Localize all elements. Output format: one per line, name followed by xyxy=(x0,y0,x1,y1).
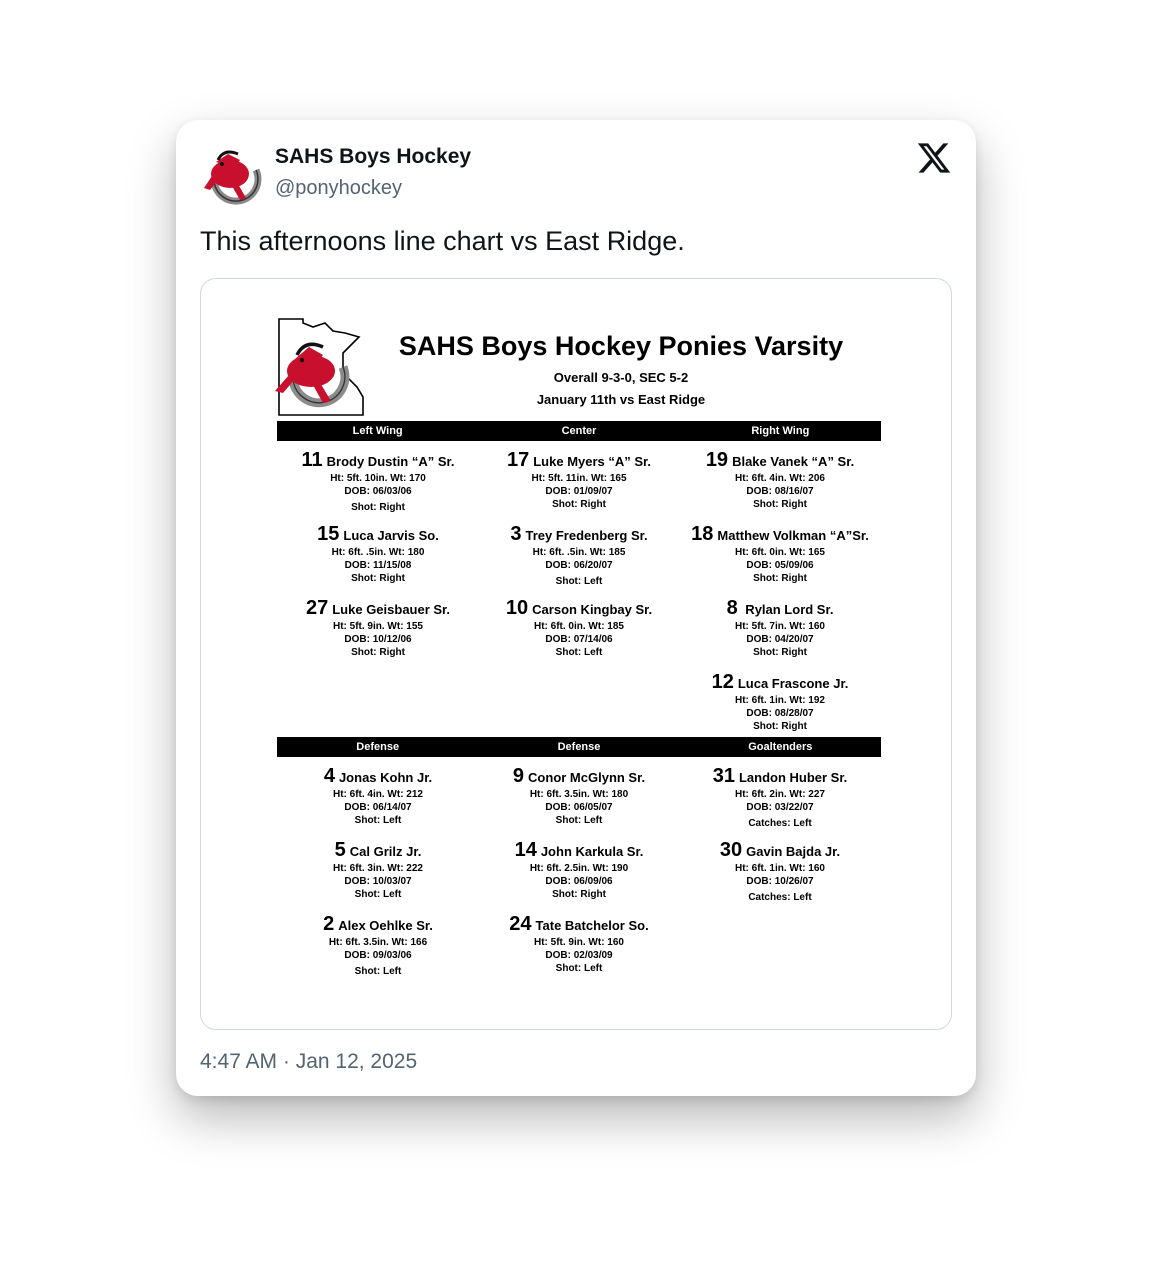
team-record: Overall 9-3-0, SEC 5-2 xyxy=(553,370,689,385)
player-catches: Catches: Left xyxy=(748,818,812,829)
player-card xyxy=(474,523,684,588)
player-height-weight: Ht: 6ft. .5in. Wt: 180 xyxy=(331,547,425,558)
pony-logo-icon xyxy=(200,140,268,208)
x-logo-icon[interactable] xyxy=(916,140,952,176)
roster-title: SAHS Boys Hockey Ponies Varsity xyxy=(398,331,844,361)
player-card xyxy=(273,913,483,978)
player-height-weight: Ht: 6ft. 3in. Wt: 222 xyxy=(332,863,423,874)
player-number: 27 xyxy=(305,597,329,619)
display-name[interactable]: SAHS Boys Hockey xyxy=(275,145,472,168)
player-shot: Shot: Right xyxy=(753,647,807,658)
player-height-weight: Ht: 5ft. 9in. Wt: 160 xyxy=(533,937,624,948)
player-dob: DOB: 06/14/07 xyxy=(344,802,412,813)
player-name: Trey Fredenberg Sr. xyxy=(525,528,648,543)
player-shot: Shot: Right xyxy=(351,502,405,513)
tweet-media[interactable] xyxy=(200,278,952,1030)
player-dob: DOB: 09/03/06 xyxy=(344,950,412,961)
player-name: Luca Jarvis So. xyxy=(343,528,439,543)
player-number: 5 xyxy=(334,839,346,861)
tweet-timestamp[interactable]: 4:47 AM · Jan 12, 2025 xyxy=(200,1050,418,1073)
player-number: 12 xyxy=(711,671,734,693)
player-card xyxy=(675,449,885,511)
player-dob: DOB: 08/28/07 xyxy=(746,708,814,719)
player-card xyxy=(273,523,483,585)
player-name: Matthew Volkman “A”Sr. xyxy=(717,528,869,543)
player-height-weight: Ht: 5ft. 9in. Wt: 155 xyxy=(332,621,423,632)
player-shot: Shot: Left xyxy=(354,815,402,826)
player-number: 3 xyxy=(510,523,522,545)
player-height-weight: Ht: 6ft. 0in. Wt: 165 xyxy=(734,547,825,558)
user-handle[interactable]: @ponyhockey xyxy=(275,177,403,199)
player-card xyxy=(474,765,684,827)
player-card xyxy=(474,839,684,901)
player-card xyxy=(273,449,483,514)
player-number: 10 xyxy=(505,597,529,619)
player-name: Gavin Bajda Jr. xyxy=(746,844,841,859)
player-name: Landon Huber Sr. xyxy=(738,770,848,785)
player-shot: Shot: Right xyxy=(753,499,807,510)
player-name: Rylan Lord Sr. xyxy=(741,602,834,617)
player-dob: DOB: 04/20/07 xyxy=(746,634,814,645)
player-height-weight: Ht: 6ft. 2in. Wt: 227 xyxy=(734,789,825,800)
header-center: Center xyxy=(561,425,597,437)
tweet-card xyxy=(176,120,976,1096)
player-dob: DOB: 10/12/06 xyxy=(344,634,412,645)
player-dob: DOB: 02/03/09 xyxy=(545,950,613,961)
player-name: Luke Myers “A” Sr. xyxy=(533,454,652,469)
player-number: 9 xyxy=(512,765,525,787)
player-number: 24 xyxy=(509,913,532,935)
player-shot: Shot: Right xyxy=(351,573,405,584)
player-card xyxy=(675,671,885,733)
header-goaltenders: Goaltenders xyxy=(748,741,813,753)
roster-image xyxy=(201,279,951,1029)
player-dob: DOB: 10/03/07 xyxy=(344,876,412,887)
player-name: Alex Oehlke Sr. xyxy=(338,918,433,933)
player-height-weight: Ht: 5ft. 7in. Wt: 160 xyxy=(734,621,825,632)
player-height-weight: Ht: 6ft. 3.5in. Wt: 166 xyxy=(328,937,428,948)
player-number: 11 xyxy=(301,449,323,471)
player-height-weight: Ht: 5ft. 11in. Wt: 165 xyxy=(531,473,627,484)
player-number: 19 xyxy=(705,449,729,471)
header-defense: Defense xyxy=(356,741,400,753)
player-dob: DOB: 10/26/07 xyxy=(746,876,814,887)
player-number: 18 xyxy=(691,523,714,545)
player-dob: DOB: 06/03/06 xyxy=(344,486,412,497)
player-number: 4 xyxy=(323,765,335,787)
player-shot: Shot: Left xyxy=(555,963,603,974)
player-shot: Shot: Right xyxy=(552,889,606,900)
game-info: January 11th vs East Ridge xyxy=(536,392,706,407)
player-card xyxy=(675,839,885,904)
player-dob: DOB: 11/15/08 xyxy=(344,560,412,571)
player-height-weight: Ht: 6ft. 1in. Wt: 192 xyxy=(734,695,825,706)
player-card xyxy=(273,765,483,827)
player-shot: Shot: Right xyxy=(552,499,606,510)
player-height-weight: Ht: 6ft. 1in. Wt: 160 xyxy=(734,863,825,874)
player-card xyxy=(273,597,483,659)
player-dob: DOB: 03/22/07 xyxy=(746,802,814,813)
player-name: Brody Dustin “A” Sr. xyxy=(326,454,455,469)
header-left-wing: Left Wing xyxy=(352,425,403,437)
player-height-weight: Ht: 6ft. 4in. Wt: 212 xyxy=(332,789,423,800)
player-shot: Shot: Right xyxy=(753,573,807,584)
player-height-weight: Ht: 6ft. 0in. Wt: 185 xyxy=(533,621,624,632)
player-number: 15 xyxy=(317,523,340,545)
player-name: Jonas Kohn Jr. xyxy=(338,770,433,785)
player-card xyxy=(675,597,885,659)
player-dob: DOB: 01/09/07 xyxy=(545,486,613,497)
avatar[interactable] xyxy=(200,140,268,208)
player-name: Tate Batchelor So. xyxy=(535,918,649,933)
minnesota-pony-logo-icon xyxy=(273,317,368,417)
player-dob: DOB: 07/14/06 xyxy=(545,634,613,645)
player-card xyxy=(474,449,684,511)
player-shot: Shot: Left xyxy=(555,647,603,658)
position-header-top xyxy=(277,421,881,441)
player-shot: Shot: Left xyxy=(555,815,603,826)
player-shot: Shot: Left xyxy=(354,889,402,900)
player-shot: Shot: Right xyxy=(753,721,807,732)
player-height-weight: Ht: 6ft. 2.5in. Wt: 190 xyxy=(529,863,629,874)
tweet-text: This afternoons line chart vs East Ridge. xyxy=(200,226,685,256)
player-shot: Shot: Right xyxy=(351,647,405,658)
player-catches: Catches: Left xyxy=(748,892,812,903)
player-card xyxy=(474,597,684,659)
player-dob: DOB: 06/05/07 xyxy=(545,802,613,813)
player-dob: DOB: 08/16/07 xyxy=(746,486,814,497)
player-card xyxy=(474,913,684,975)
player-dob: DOB: 06/09/06 xyxy=(545,876,613,887)
player-height-weight: Ht: 6ft. .5in. Wt: 185 xyxy=(532,547,626,558)
player-number: 14 xyxy=(514,839,537,861)
player-card xyxy=(675,523,885,585)
player-name: Luke Geisbauer Sr. xyxy=(332,602,451,617)
position-header-bottom xyxy=(277,737,881,757)
player-name: Conor McGlynn Sr. xyxy=(528,770,646,785)
player-number: 2 xyxy=(323,913,335,935)
player-card xyxy=(675,765,885,830)
player-shot: Shot: Left xyxy=(555,576,603,587)
player-name: Cal Grilz Jr. xyxy=(349,844,422,859)
player-number: 31 xyxy=(712,765,735,787)
header-right-wing: Right Wing xyxy=(751,425,810,437)
player-number: 17 xyxy=(506,449,530,471)
player-height-weight: Ht: 5ft. 10in. Wt: 170 xyxy=(330,473,426,484)
player-dob: DOB: 06/20/07 xyxy=(545,560,613,571)
header-defense: Defense xyxy=(557,741,601,753)
player-height-weight: Ht: 6ft. 4in. Wt: 206 xyxy=(734,473,825,484)
player-name: Luca Frascone Jr. xyxy=(737,676,849,691)
player-dob: DOB: 05/09/06 xyxy=(746,560,814,571)
player-name: Carson Kingbay Sr. xyxy=(532,602,653,617)
player-card xyxy=(273,839,483,901)
player-name: Blake Vanek “A” Sr. xyxy=(732,454,855,469)
player-number: 8 xyxy=(726,597,738,619)
player-shot: Shot: Left xyxy=(354,966,402,977)
player-number: 30 xyxy=(719,839,743,861)
player-name: John Karkula Sr. xyxy=(540,844,644,859)
player-height-weight: Ht: 6ft. 3.5in. Wt: 180 xyxy=(529,789,629,800)
